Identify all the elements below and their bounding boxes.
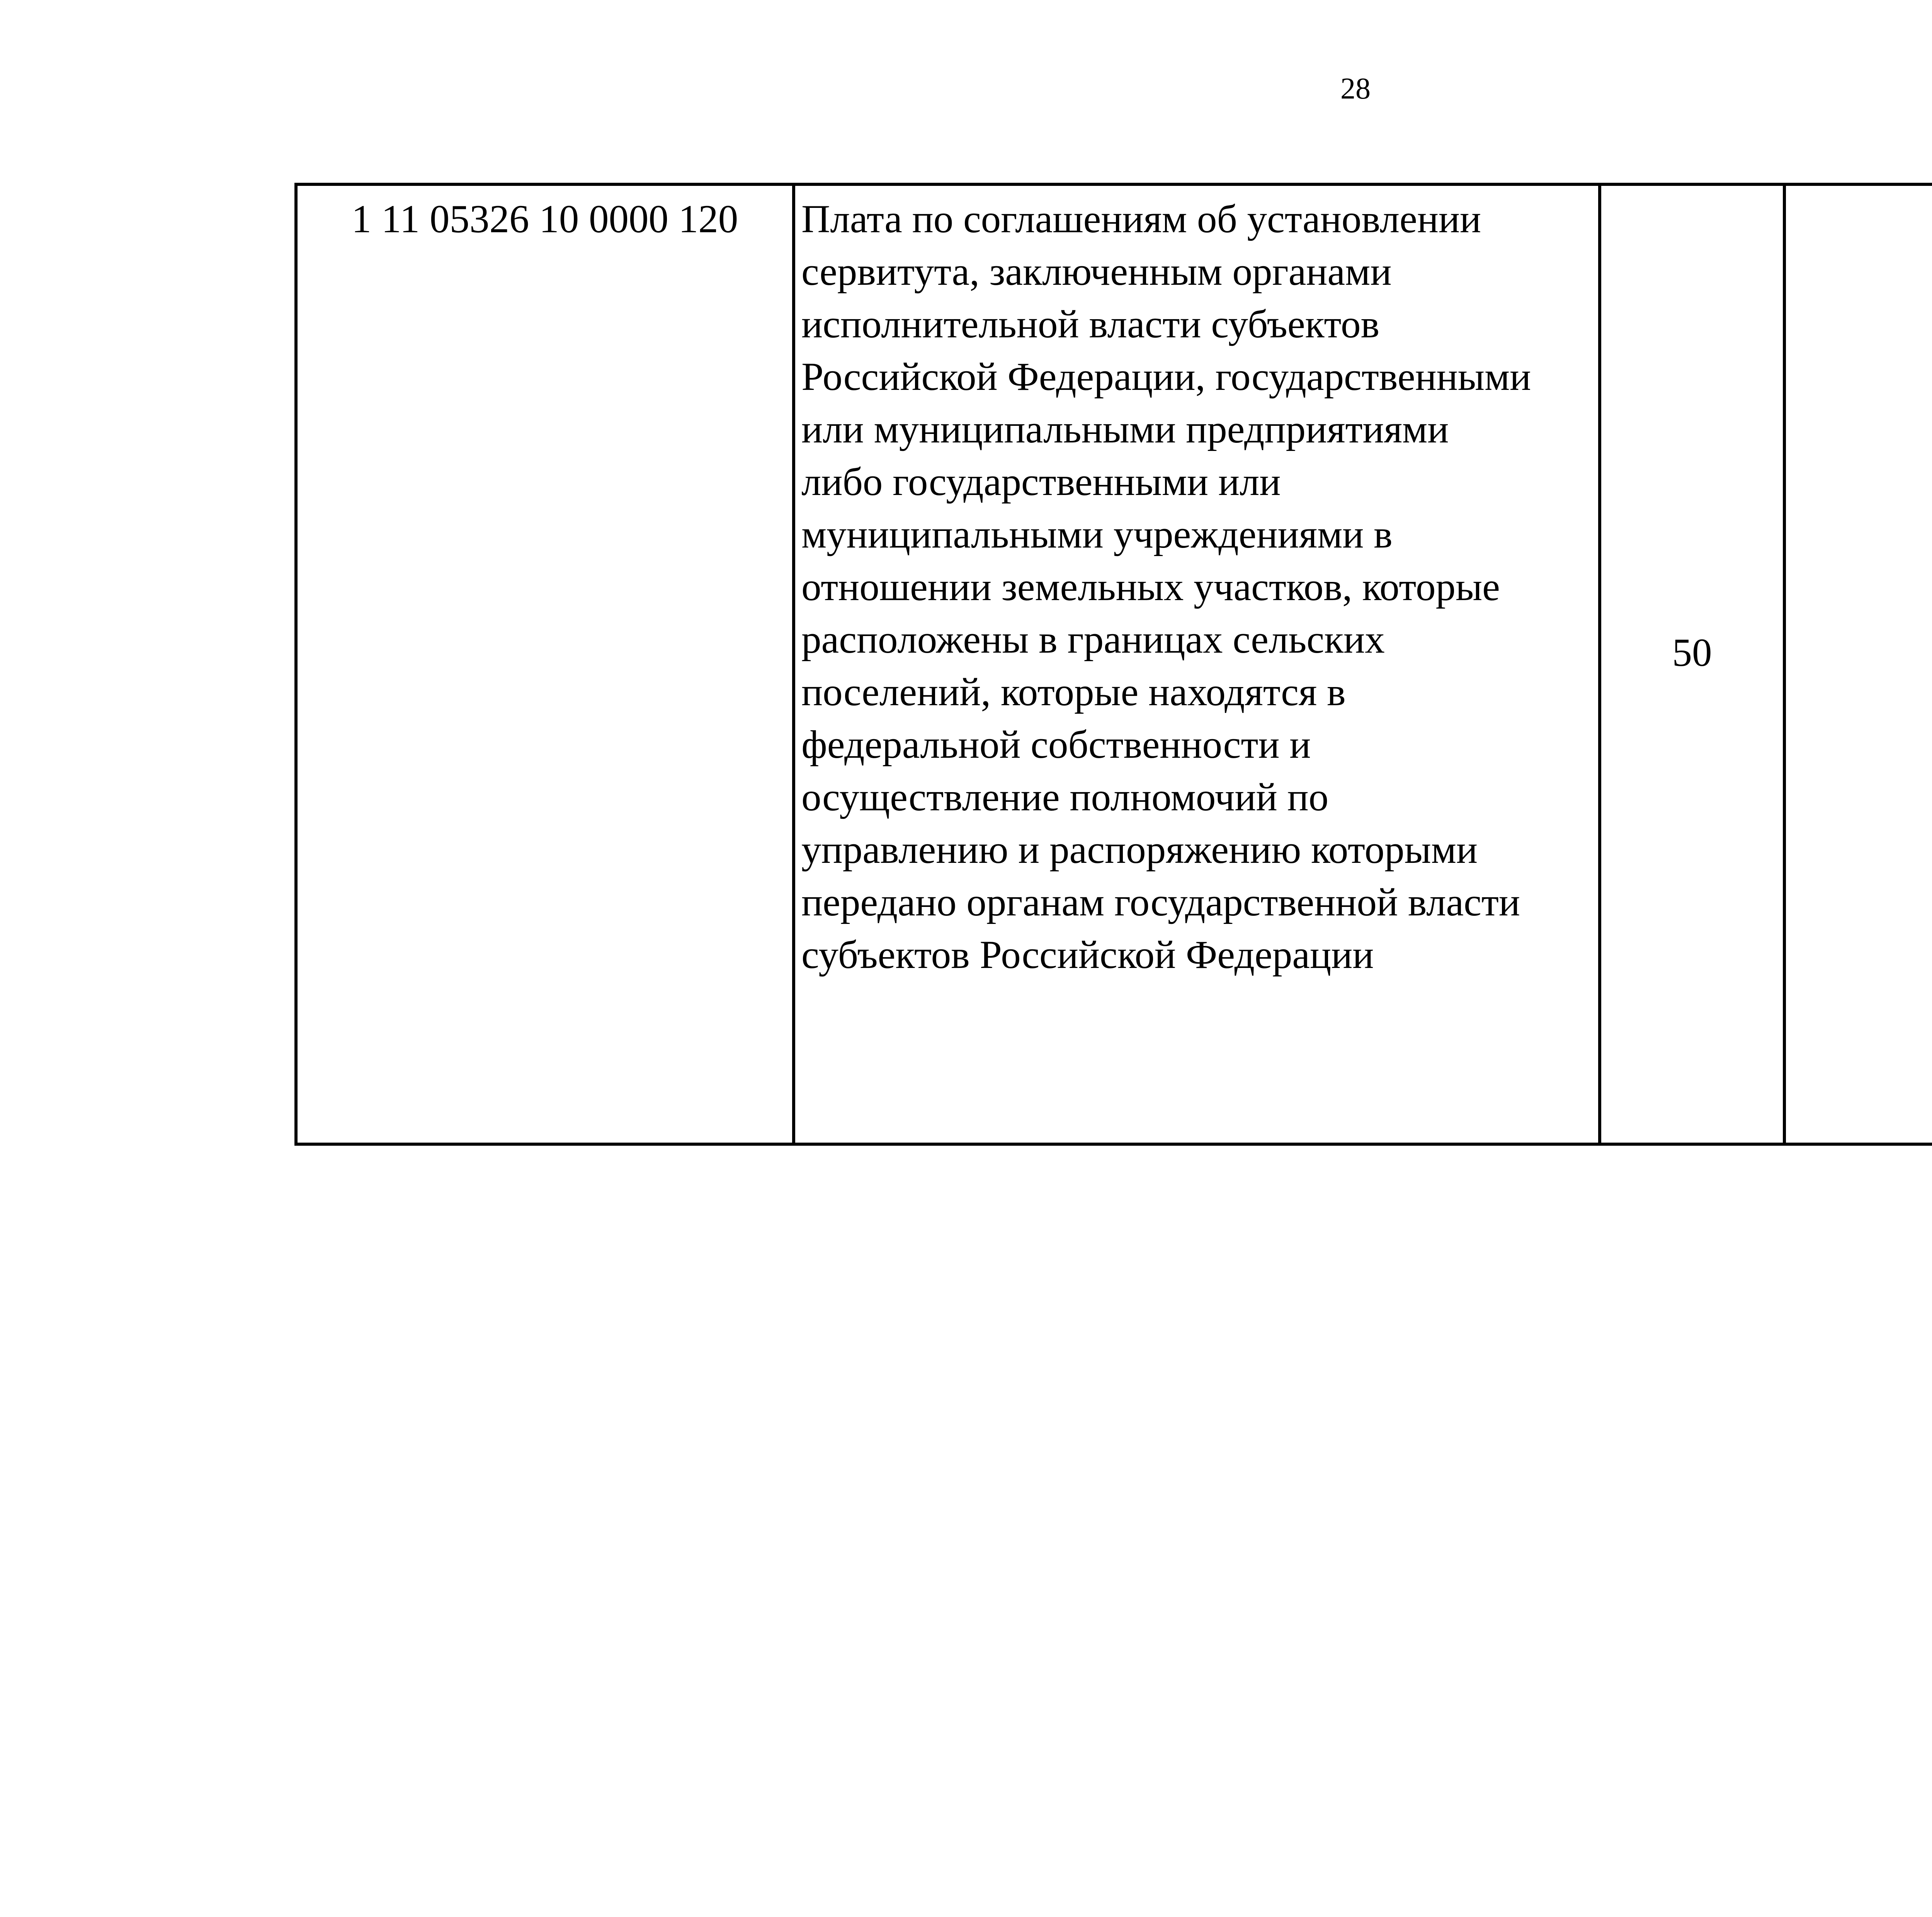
amount-value-1: 50: [1672, 631, 1712, 675]
budget-code-cell: [296, 184, 794, 1144]
revenue-table: [294, 183, 1932, 1146]
amount-cell-1: [1600, 184, 1784, 1144]
table-row: [296, 184, 1932, 1144]
budget-code: 1 11 05326 10 0000 120: [351, 197, 738, 241]
amount-cell-2: [1784, 184, 1932, 1144]
page-number: 28: [1340, 71, 1371, 105]
revenue-description-cell: Плата по соглашениям об установлении сервитута, заключенным органами исполнительной власти субъектов Российской Федерации, государственными или муниципальными предприятиями либо государственными или муниципальными учреждениями в отношении земельных участков, которые расположены в границах сельских поселений, которые находятся в федеральной собственности и осуществление полномочий по управлению и распоряжению которыми передано органам государственной власти субъектов Российской Федерации: [794, 184, 1600, 1144]
